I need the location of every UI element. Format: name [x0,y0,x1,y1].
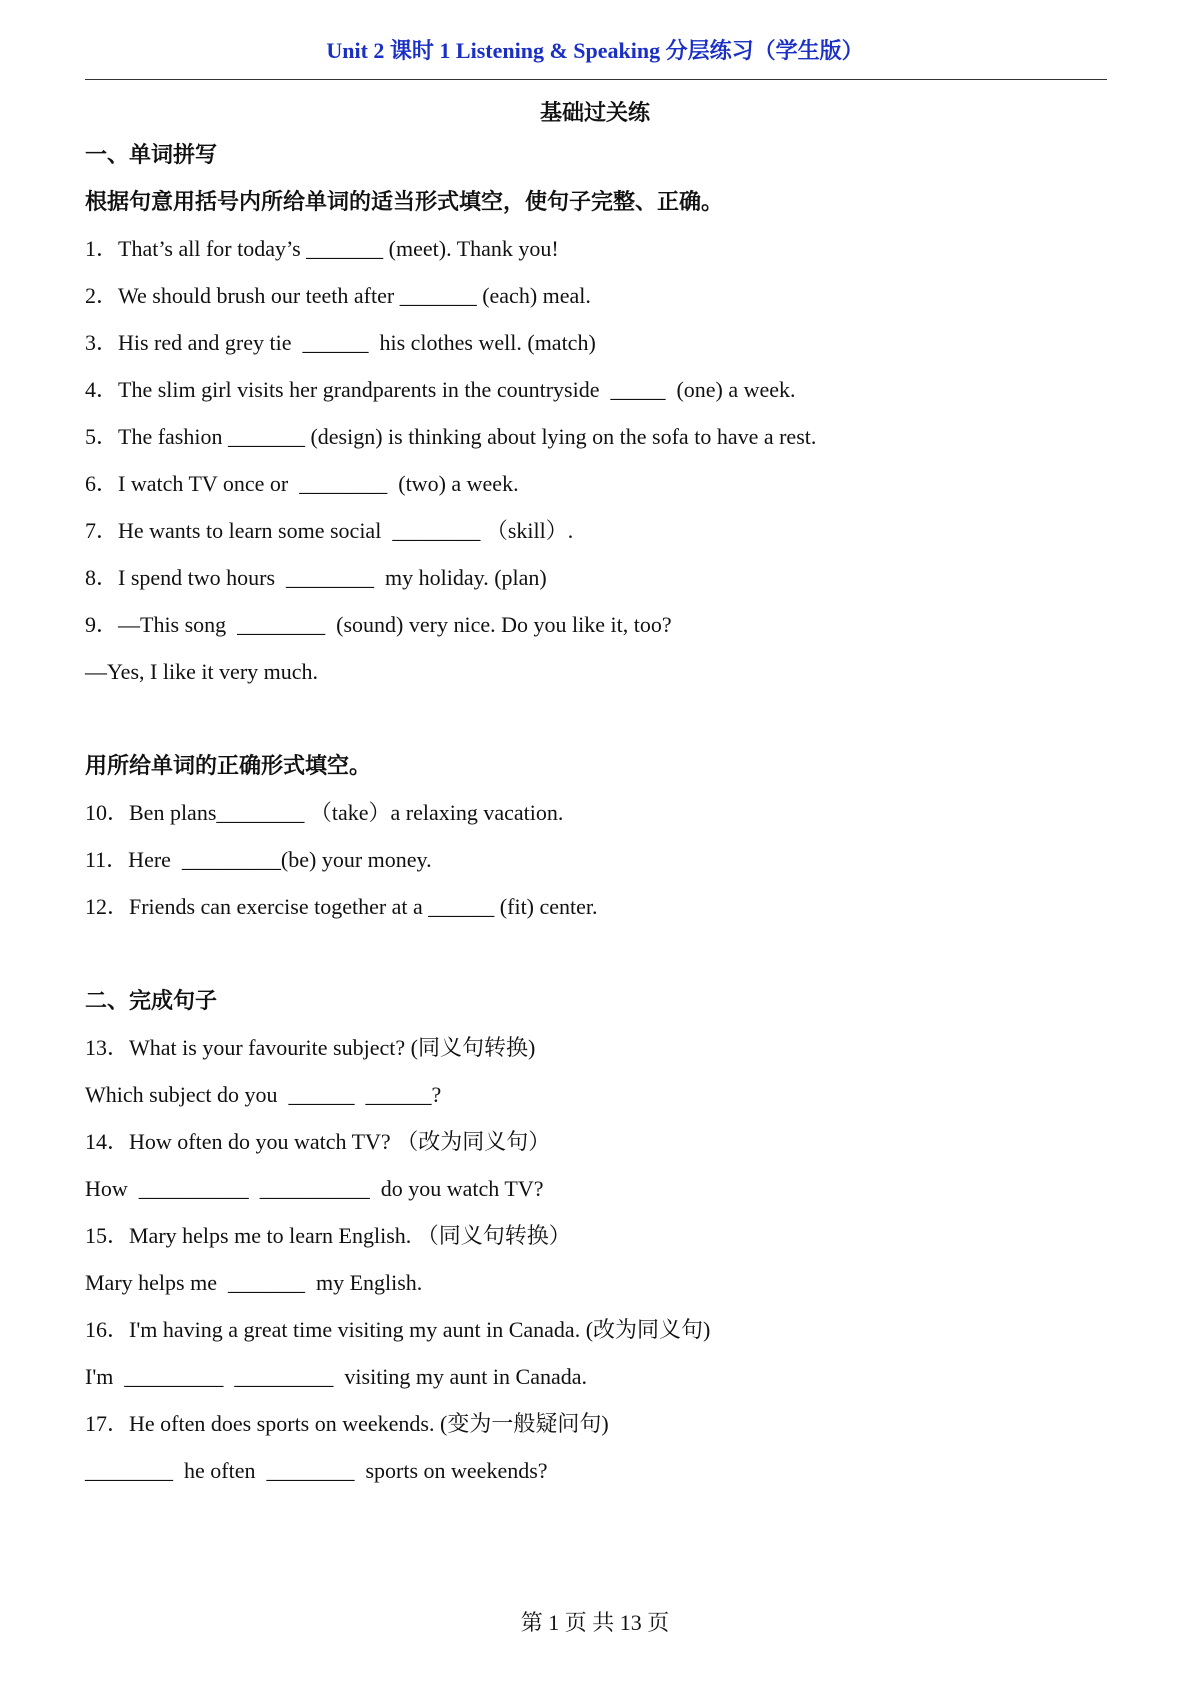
exercise-line: 11．Here _________(be) your money. [85,847,432,872]
section-title: 基础过关练 [539,100,650,125]
exercise-line: 5．The fashion _______ (design) is thinking about lying on the sofa to have a rest. [85,424,817,449]
exercise-line: 3．His red and grey tie ______ his clothes well. (match) [85,330,596,355]
exercise-heading: 二、完成句子 [85,988,218,1013]
exercise-line: 8．I spend two hours ________ my holiday. (plan) [85,565,547,590]
blank-spacer [85,702,1105,749]
exercise-line: ________ he often ________ sports on weekends? [85,1458,548,1483]
exercise-line: 12．Friends can exercise together at a ______ (fit) center. [85,894,598,919]
exercise-line: Mary helps me _______ my English. [85,1270,423,1295]
page-footer: 第 1 页 共 13 页 [520,1610,670,1635]
document-header: Unit 2 课时 1 Listening & Speaking 分层练习（学生版） [326,38,864,63]
exercise-content [85,138,1105,1501]
exercise-line: 10．Ben plans________ （take）a relaxing vacation. [85,800,564,825]
exercise-line: Which subject do you ______ ______? [85,1082,442,1107]
exercise-line: I'm _________ _________ visiting my aunt in Canada. [85,1364,587,1389]
exercise-line: 9．—This song ________ (sound) very nice. Do you like it, too? [85,612,672,637]
exercise-line: 2．We should brush our teeth after _______ (each) meal. [85,283,591,308]
exercise-line: 6．I watch TV once or ________ (two) a week. [85,471,519,496]
exercise-heading: 一、单词拼写 [85,142,218,167]
exercise-line: 14．How often do you watch TV? （改为同义句） [85,1129,551,1154]
exercise-heading: 根据句意用括号内所给单词的适当形式填空，使句子完整、正确。 [85,189,724,214]
exercise-line: How __________ __________ do you watch TV? [85,1176,544,1201]
exercise-line: 15．Mary helps me to learn English. （同义句转换） [85,1223,571,1248]
exercise-line: 16．I'm having a great time visiting my aunt in Canada. (改为同义句) [85,1317,711,1342]
exercise-line: 1．That’s all for today’s _______ (meet). Thank you! [85,236,559,261]
exercise-line: 4．The slim girl visits her grandparents in the countryside _____ (one) a week. [85,377,796,402]
exercise-line: 17．He often does sports on weekends. (变为一般疑问句) [85,1411,609,1436]
exercise-heading: 用所给单词的正确形式填空。 [85,753,372,778]
exercise-line: —Yes, I like it very much. [85,659,319,684]
blank-spacer [85,937,1105,984]
exercise-line: 13．What is your favourite subject? (同义句转换) [85,1035,536,1060]
exercise-line: 7．He wants to learn some social ________ （skill）. [85,518,574,543]
header-divider [85,79,1107,80]
